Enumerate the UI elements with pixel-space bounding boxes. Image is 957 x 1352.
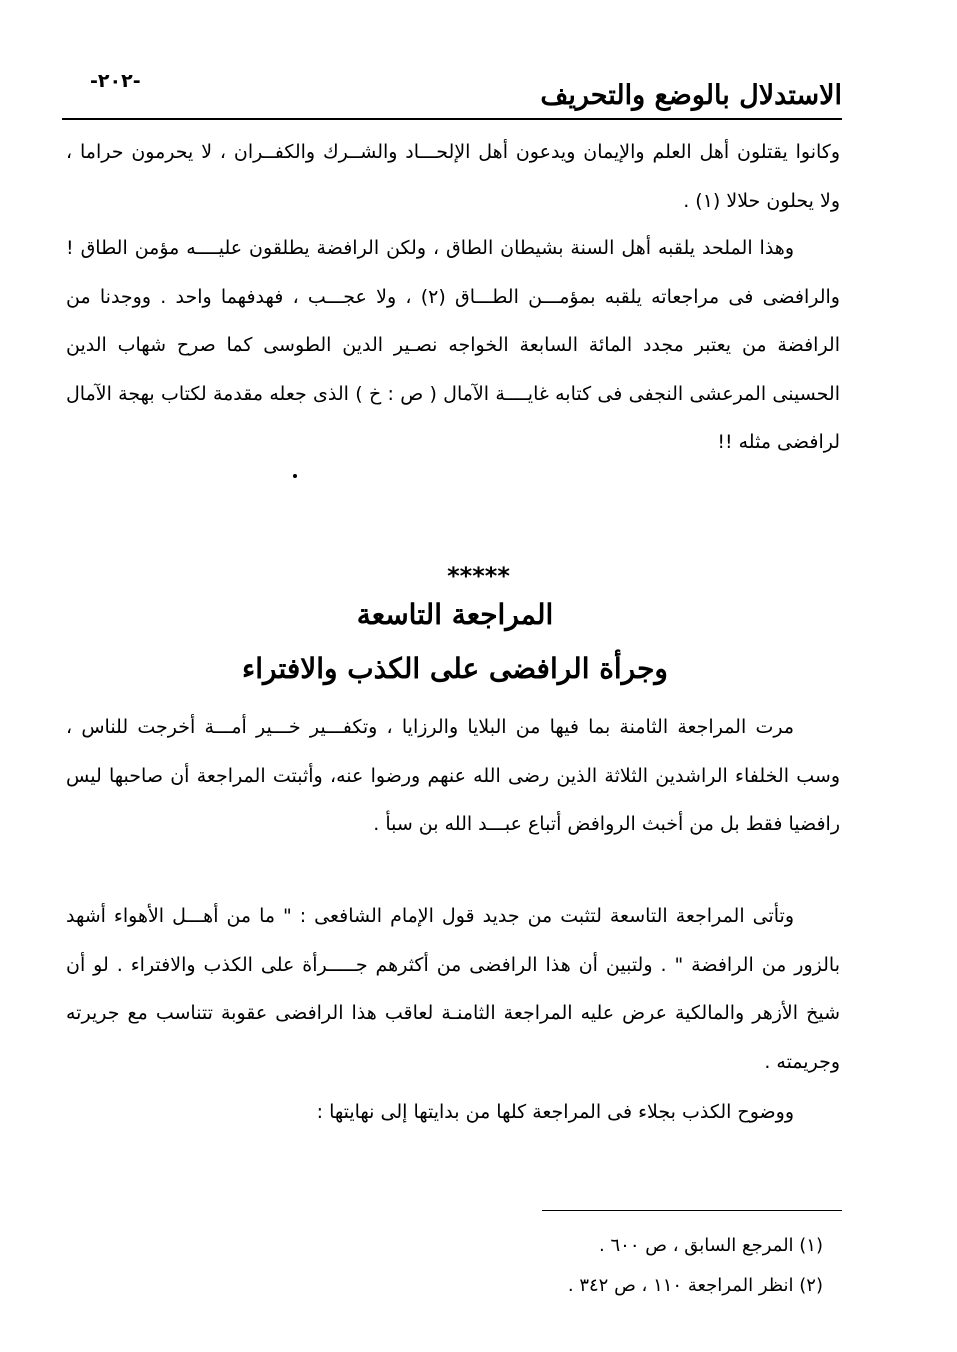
- page-number: -٢٠٢-: [90, 70, 141, 92]
- paragraph-4: [66, 892, 840, 1086]
- paragraph-3: [66, 703, 840, 849]
- chapter-title: المراجعة التاسعة: [356, 598, 554, 631]
- running-title: الاستدلال بالوضع والتحريف: [540, 80, 842, 111]
- footnotes: [403, 1226, 823, 1306]
- section-separator: *****: [447, 562, 510, 590]
- header-rule: [62, 118, 842, 120]
- footnote-2: (٢) انظر المراجعة ١١٠ ، ص ٣٤٢ .: [567, 1275, 823, 1296]
- footnote-1: (١) المرجع السابق ، ص ٦٠٠ .: [599, 1235, 823, 1256]
- stray-dot: [293, 474, 297, 478]
- footnote-rule: [542, 1210, 842, 1211]
- paragraph-text: وكانوا يقتلون أهل العلم والإيمان ويدعون أهل الإلحـــاد والشــرك والكفــران ، لا يحرمون حراما ، ولا يحلون حلالا (١) .: [66, 141, 840, 212]
- paragraph-text: وتأتى المراجعة التاسعة لتثبت من جديد قول الإمام الشافعى : " ما من أهـــل الأهواء أشهد بالزور من الرافضة " . ولتبين أن هذا الرافضى من أكثرهم جـــــرأة على الكذب والافتراء . لو أن شيخ الأزهر والمالكية عرض عليه المراجعة الثامنـة لعاقب هذا الرافضى عقوبة تتناسب مع جريرته وجريمته .: [66, 905, 840, 1073]
- paragraph-text: مرت المراجعة الثامنة بما فيها من البلايا والرزايا ، وتكفـــير خـــير أمـــة أخرجت للناس ، وسب الخلفاء الراشدين الثلاثة الذين رضى الله عنهم ورضوا عنه، وأثبتت المراجعة أن صاحبها ليس رافضيا فقط بل من أخبث الروافض أتباع عبـــد الله بن سبأ .: [66, 716, 840, 835]
- paragraph-text: وهذا الملحد يلقبه أهل السنة بشيطان الطاق ، ولكن الرافضة يطلقون عليــــه مؤمن الطاق ! والرافضى فى مراجعاته يلقبه بمؤمـــن الطـــاق (٢) ، ولا عجـــب ، فهدفهما واحد . ووجدنا من الرافضة من يعتبر مجدد المائة السابعة الخواجه نصـير الدين الطوسى كما صرح شهاب الدين الحسينى المرعشى النجفى فى كتابه غايــــة الآمال ( ص : خ ) الذى جعله مقدمة لكتاب بهجة الآمال لرافضى مثله !!: [66, 237, 840, 453]
- paragraph-5: [66, 1088, 840, 1136]
- paragraph-1: [66, 128, 840, 225]
- paragraph-2: [66, 224, 840, 467]
- chapter-subtitle: وجرأة الرافضى على الكذب والافتراء: [242, 652, 668, 685]
- paragraph-text: ووضوح الكذب بجلاء فى المراجعة كلها من بدايتها إلى نهايتها :: [316, 1101, 794, 1123]
- page-header: [62, 66, 842, 118]
